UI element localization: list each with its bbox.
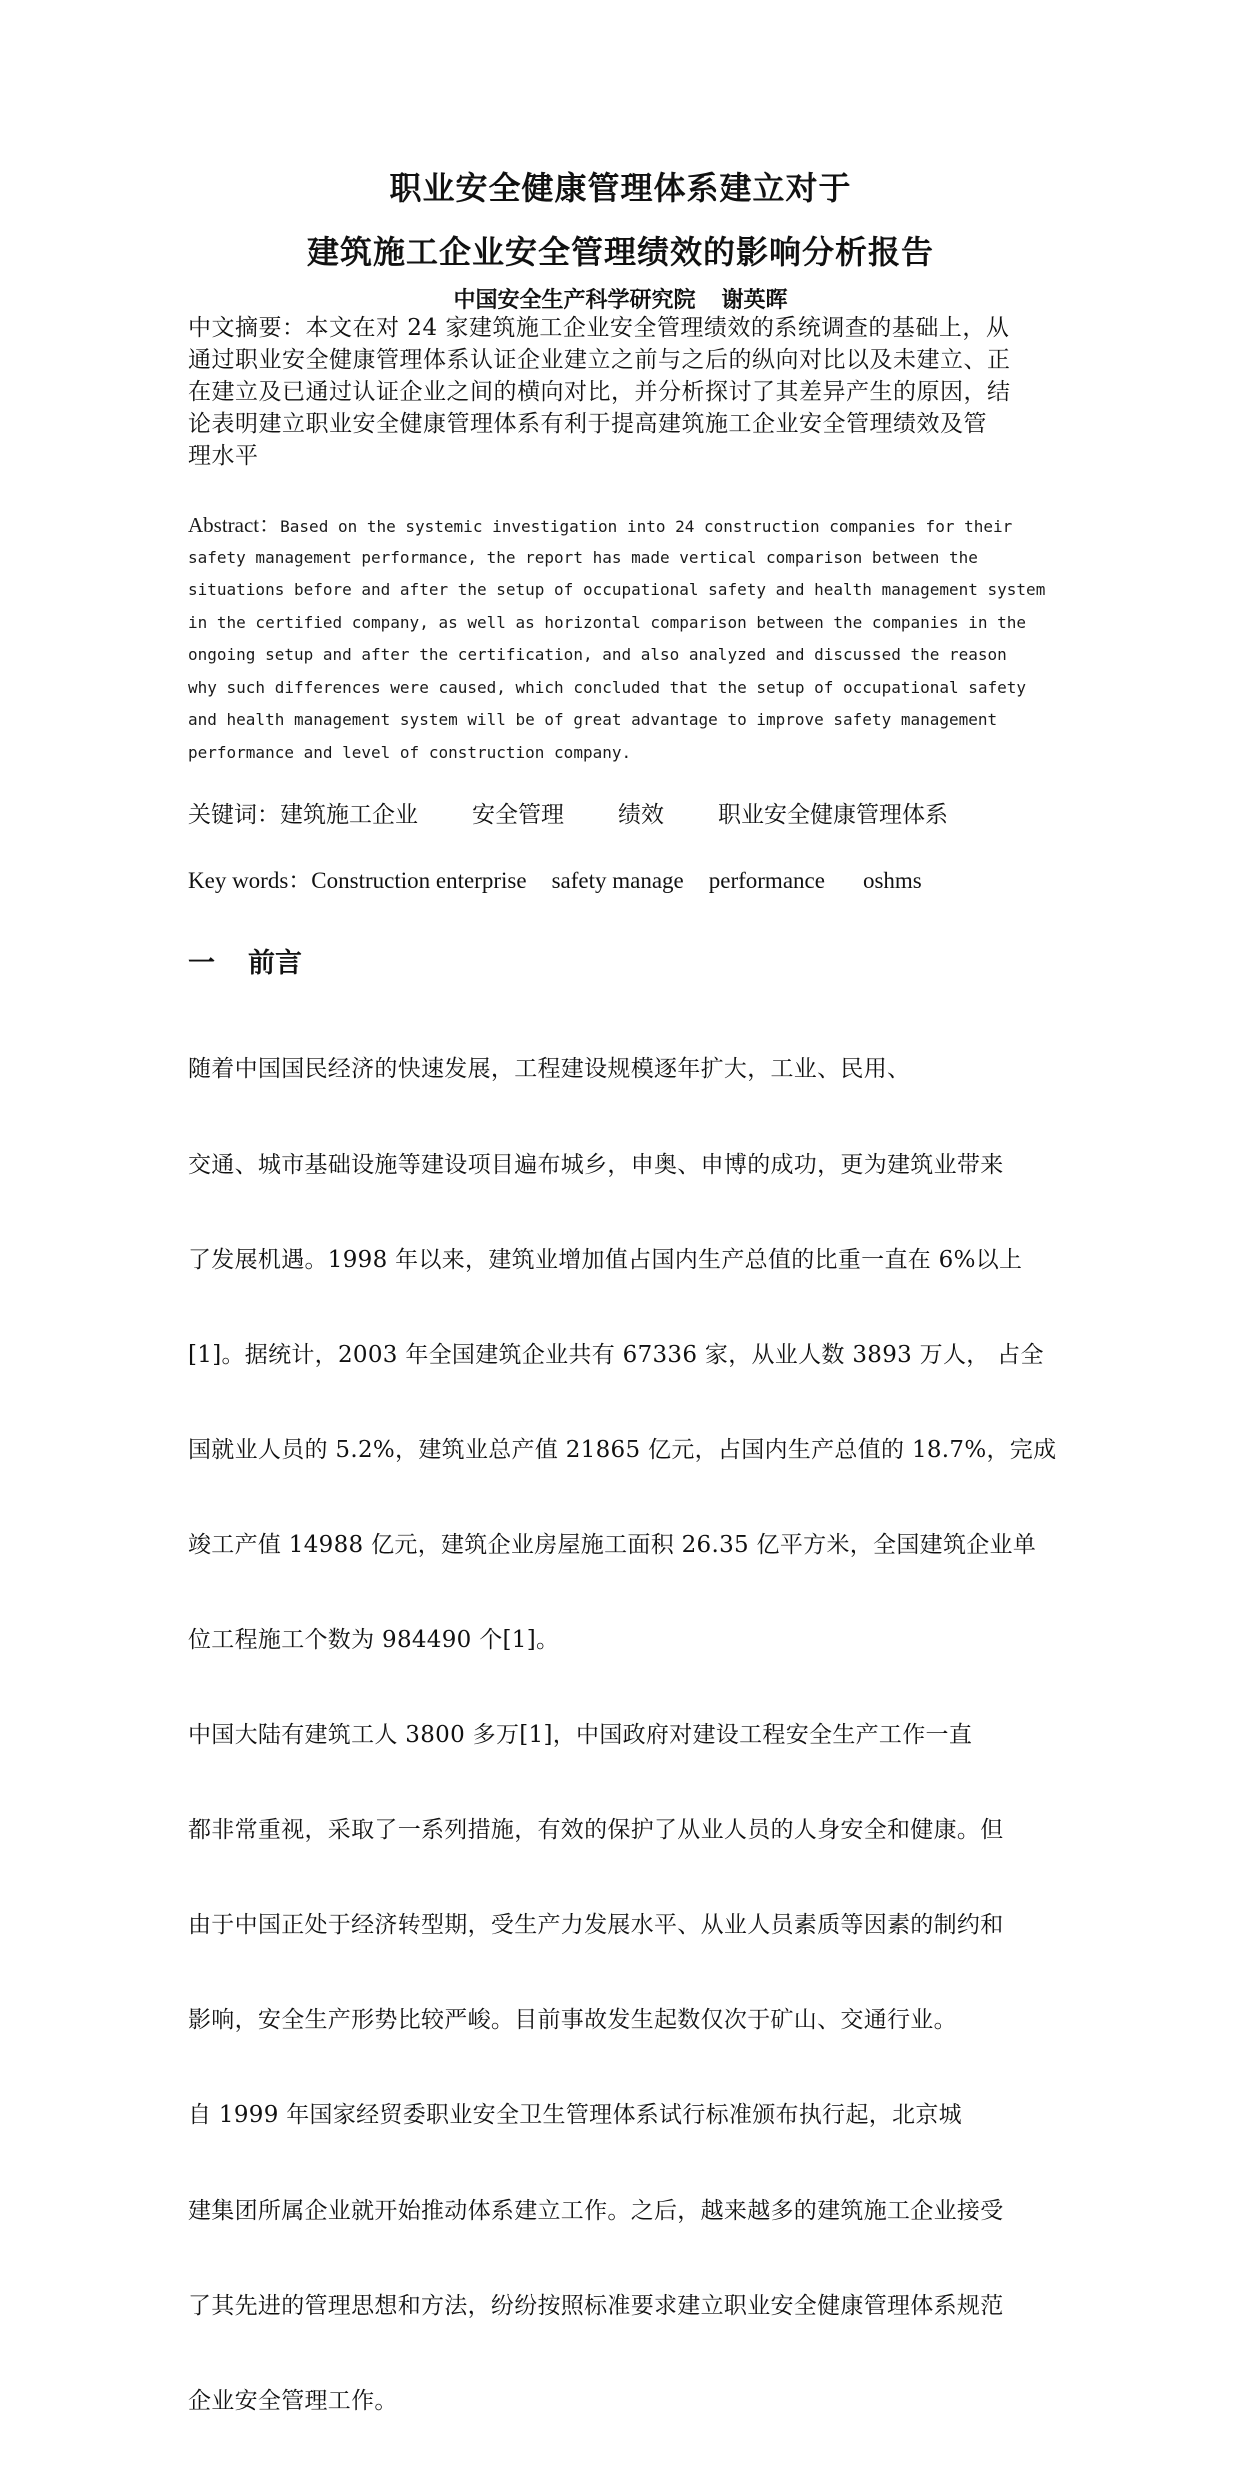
body-line: 位工程施工个数为 984490 个[1]。 <box>188 1626 560 1653</box>
abstract-en-line: in the certified company, as well as horizontal comparison between the companies in the <box>188 612 1027 632</box>
body-line: 了发展机遇。1998 年以来，建筑业增加值占国内生产总值的比重一直在 6%以上 <box>188 1246 1023 1273</box>
author-line <box>0 283 1241 314</box>
keyword-cn: 安全管理 <box>472 802 564 828</box>
abstract-en-line: performance and level of construction company. <box>188 742 632 762</box>
body-line: 随着中国国民经济的快速发展，工程建设规模逐年扩大，工业、民用、 <box>188 1056 911 1083</box>
abstract-cn-line: 通过职业安全健康管理体系认证企业建立之前与之后的纵向对比以及未建立、正 <box>188 347 1011 373</box>
keywords-english <box>188 862 922 895</box>
keyword-cn: 绩效 <box>618 802 664 828</box>
abstract-en-text: Based on the systemic investigation into 24 construction companies for their <box>280 517 1013 536</box>
keywords-chinese <box>188 796 948 829</box>
body-line: 企业安全管理工作。 <box>188 2387 398 2414</box>
body-line: 由于中国正处于经济转型期，受生产力发展水平、从业人员素质等因素的制约和 <box>188 1912 1004 1939</box>
body-line: 中国大陆有建筑工人 3800 多万[1]，中国政府对建设工程安全生产工作一直 <box>188 1722 973 1749</box>
abstract-cn-line: 理水平 <box>188 443 259 469</box>
abstract-cn-line: 中文摘要：本文在对 24 家建筑施工企业安全管理绩效的系统调查的基础上，从 <box>188 315 1010 341</box>
keyword-en: safety manage <box>551 868 684 893</box>
body-line: 交通、城市基础设施等建设项目遍布城乡，申奥、申博的成功，更为建筑业带来 <box>188 1151 1004 1178</box>
abstract-chinese <box>188 312 1068 472</box>
abstract-en-line: ongoing setup and after the certification, and also analyzed and discussed the reason <box>188 645 1007 664</box>
abstract-english <box>188 509 1118 769</box>
body-line: 都非常重视，采取了一系列措施，有效的保护了从业人员的人身安全和健康。但 <box>188 1817 1004 1844</box>
abstract-cn-line: 论表明建立职业安全健康管理体系有利于提高建筑施工企业安全管理绩效及管 <box>188 411 987 437</box>
abstract-cn-line: 在建立及已通过认证企业之间的横向对比，并分析探讨了其差异产生的原因，结 <box>188 379 1011 405</box>
abstract-en-line: situations before and after the setup of occupational safety and health management system <box>188 580 1046 599</box>
body-line: 自 1999 年国家经贸委职业安全卫生管理体系试行标准颁布执行起，北京城 <box>188 2102 962 2129</box>
body-line: 影响，安全生产形势比较严峻。目前事故发生起数仅次于矿山、交通行业。 <box>188 2007 957 2034</box>
body-line: 了其先进的管理思想和方法，纷纷按照标准要求建立职业安全健康管理体系规范 <box>188 2292 1004 2319</box>
keywords-en-label: Key words： <box>188 868 312 893</box>
section-body <box>188 991 1068 2481</box>
body-line: 建集团所属企业就开始推动体系建立工作。之后，越来越多的建筑施工企业接受 <box>188 2197 1004 2224</box>
keyword-en: Construction enterprise <box>311 868 527 893</box>
abstract-en-line: why such differences were caused, which concluded that the setup of occupational safety <box>188 677 1027 697</box>
section-title: 前言 <box>248 948 302 979</box>
title-line-2: 建筑施工企业安全管理绩效的影响分析报告 <box>306 233 934 271</box>
abstract-en-line: and health management system will be of great advantage to improve safety management <box>188 710 998 729</box>
body-line: 国就业人员的 5.2%，建筑业总产值 21865 亿元，占国内生产总值的 18.7%，完成 <box>188 1436 1057 1463</box>
section-number: 一 <box>188 948 215 979</box>
keywords-cn-label: 关键词： <box>188 802 280 828</box>
abstract-en-first-line <box>188 509 1118 542</box>
abstract-en-line: safety management performance, the report has made vertical comparison between the <box>188 547 978 567</box>
title-line-1: 职业安全健康管理体系建立对于 <box>389 169 852 207</box>
body-line: 竣工产值 14988 亿元，建筑企业房屋施工面积 26.35 亿平方米，全国建筑企业单 <box>188 1531 1037 1558</box>
keyword-cn: 建筑施工企业 <box>280 802 418 828</box>
section-heading <box>188 941 302 980</box>
author-name: 谢英晖 <box>721 288 788 313</box>
keyword-cn: 职业安全健康管理体系 <box>718 802 948 828</box>
author-institution: 中国安全生产科学研究院 <box>453 288 696 313</box>
keyword-en: performance <box>708 868 825 893</box>
body-line: [1]。据统计，2003 年全国建筑企业共有 67336 家，从业人数 3893 万人， 占全 <box>188 1341 1044 1368</box>
abstract-label: Abstract： <box>188 513 281 537</box>
keyword-en: oshms <box>862 868 922 893</box>
